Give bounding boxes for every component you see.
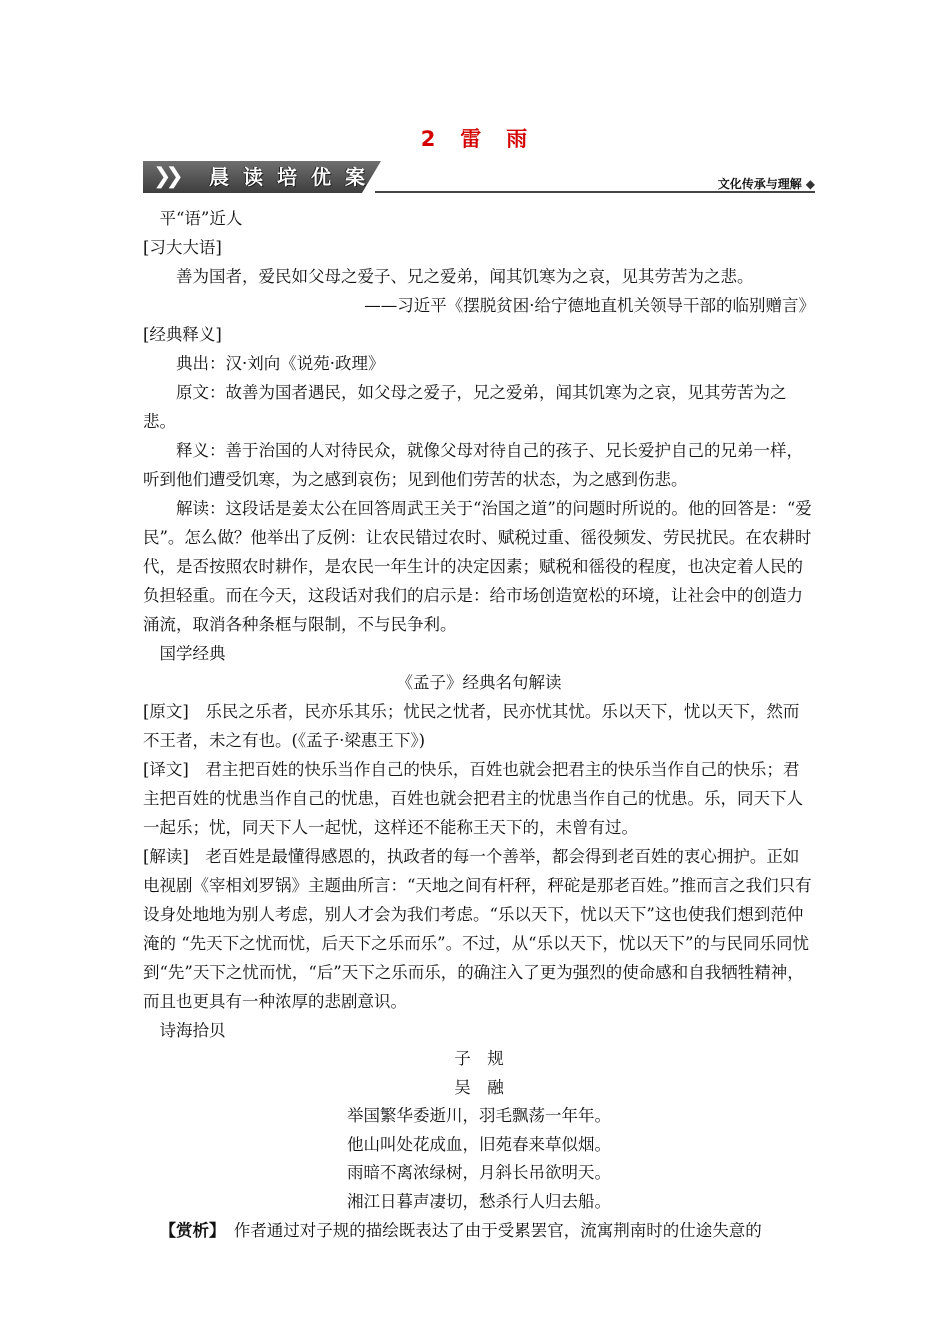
page-title: 2 雷 雨	[420, 127, 530, 151]
document-body	[143, 204, 815, 1245]
diamond-icon: ◆	[805, 177, 815, 191]
poem-line: 举国繁华委逝川，羽毛飘荡一年年。	[347, 1106, 611, 1125]
section-heading: 平“语”近人	[159, 209, 243, 228]
banner-title	[203, 164, 371, 190]
paragraph: 原文：故善为国者遇民，如父母之爱子，兄之爱弟，闻其饥寒为之哀，见其劳苦为之悲。	[143, 383, 787, 431]
appreciation	[143, 1216, 815, 1245]
banner-char: 晨	[209, 165, 229, 189]
poem-line: 雨暗不离浓绿树，月斜长吊欲明天。	[347, 1163, 611, 1182]
paragraph: 释义：善于治国的人对待民众，就像父母对待自己的孩子、兄长爱护自己的兄弟一样，听到他们遭受饥寒，为之感到哀伤；见到他们劳苦的状态，为之感到伤悲。	[143, 441, 803, 489]
poem-line: 他山叫处花成血，旧苑春来草似烟。	[347, 1134, 611, 1154]
paragraph: [译文] 君主把百姓的快乐当作自己的快乐，百姓也就会把君主的快乐当作自己的快乐；君主把百姓的忧患当作自己的忧患，百姓也就会把君主的忧患当作自己的忧患。乐，同天下人一起乐；忧，同天下人一起忧，这样还不能称王天下的，未曾有过。	[143, 760, 803, 837]
appreciation-label: 【赏析】	[159, 1221, 218, 1240]
banner-char: 读	[243, 165, 263, 189]
chevron-right-icon: ❯❯	[153, 164, 178, 189]
subsection-title: 《孟子》经典名句解读	[396, 673, 562, 692]
paragraph: 解读：这段话是姜太公在回答周武王关于“治国之道”的问题时所说的。他的回答是：“爱民”。怎么做？他举出了反例：让农民错过农时、赋税过重、徭役频发、劳民扰民。在农耕时代，是否按照农时耕作，是农民一年生计的决定因素；赋税和徭役的程度，也决定着人民的负担轻重。而在今天，这段话对我们的启示是：给市场创造宽松的环境，让社会中的创造力涌流，取消各种条框与限制，不与民争利。	[143, 499, 812, 634]
poem-author: 吴 融	[454, 1077, 504, 1097]
section-heading: 诗海拾贝	[159, 1021, 226, 1040]
subsection-label: [习大大语]	[143, 238, 222, 257]
poem	[143, 1045, 815, 1216]
paragraph: [原文] 乐民之乐者，民亦乐其乐；忧民之忧者，民亦忧其忧。乐以天下，忧以天下，然而不王者，未之有也。(《孟子·梁惠王下》)	[143, 702, 800, 750]
poem-line: 湘江日暮声凄切，愁杀行人归去船。	[347, 1191, 611, 1211]
quote-text: 善为国者，爱民如父母之爱子、兄之爱弟，闻其饥寒为之哀，见其劳苦为之悲。	[176, 267, 754, 286]
banner-right-text: 文化传承与理解	[717, 177, 802, 191]
banner-char: 案	[345, 165, 365, 189]
poem-title: 子 规	[454, 1049, 504, 1068]
paragraph: 典出：汉·刘向《说苑·政理》	[176, 354, 385, 373]
appreciation-text: 作者通过对子规的描绘既表达了由于受累罢官，流寓荆南时的仕途失意的	[217, 1221, 762, 1240]
section-banner	[143, 161, 815, 195]
banner-right-label	[718, 175, 815, 192]
banner-char: 优	[311, 165, 331, 189]
quote-source: ——习近平《摆脱贫困·给宁德地直机关领导干部的临别赠言》	[364, 296, 815, 315]
banner-char: 培	[277, 165, 297, 189]
paragraph: [解读] 老百姓是最懂得感恩的，执政者的每一个善举，都会得到老百姓的衷心拥护。正如电视剧《宰相刘罗锅》主题曲所言：“天地之间有杆秤，秤砣是那老百姓。”推而言之我们只有设身处地地为别人考虑，别人才会为我们考虑。“乐以天下，忧以天下”这也使我们想到范仲淹的 “先天下之忧而忧，后天下之乐而乐”。不过，从“乐以天下，忧以天下”的与民同乐同忧到“先”天下之忧而忧，“后”天下之乐而乐，的确注入了更为强烈的使命感和自我牺牲精神，而且也更具有一种浓厚的悲剧意识。	[143, 847, 812, 1011]
subsection-label: [经典释义]	[143, 325, 222, 344]
section-heading: 国学经典	[159, 644, 226, 663]
